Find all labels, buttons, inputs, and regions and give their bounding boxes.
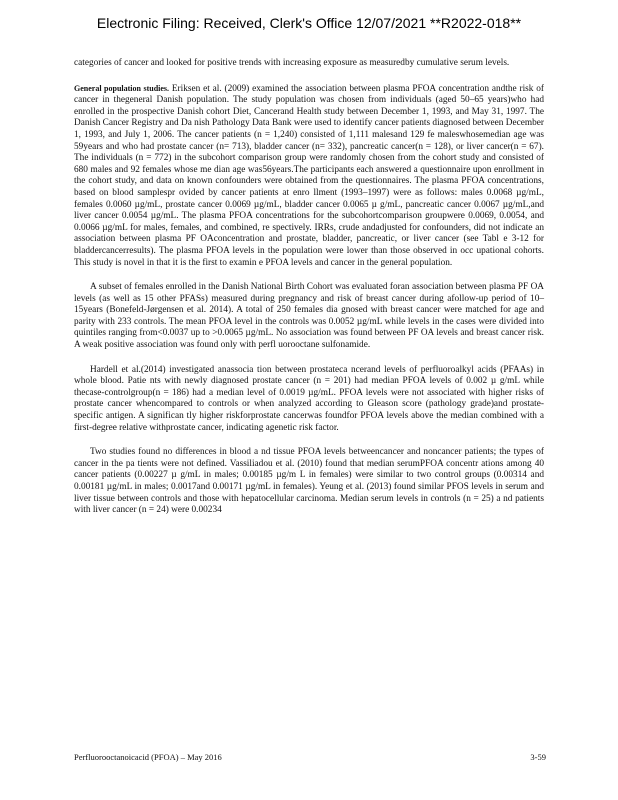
- paragraph-continuation: categories of cancer and looked for positive trends with increasing exposure as measuredby cumulative serum levels.: [74, 58, 510, 68]
- body-text: [74, 58, 544, 530]
- footer-document-title: Perfluorooctanoicacid (PFOA) – May 2016: [74, 752, 222, 762]
- section-heading: General population studies.: [74, 83, 170, 93]
- paragraph-text: Eriksen et al. (2009) examined the association between plasma PFOA concentration andthe risk of cancer in thegeneral Danish population. The study population was chosen from individuals (aged 50–65 years)who had enrolled in the prospective Danish cohort Diet, Cancerand Health study between December 1, 1993, and May 31, 1997. The Danish Cancer Registry and Da nish Pathology Data Bank were used to identify cancer patients diagnosed between December 1, 1993, and July 1, 2006. The cancer patients (n = 1,240) consisted of 1,111 malesand 129 fe maleswhosemedian age was 59years and who had prostate cancer (n= 713), bladder cancer (n= 332), pancreatic cancer(n = 128), or liver cancer(n = 67). The individuals (n = 772) in the subcohort comparison group were randomly chosen from the cohort study and consisted of 680 males and 92 females whose me dian age was56years.The participants each answered a questionnaire upon enrollment in the cohort study, and data on known confounders were obtained from the questionnaires. The plasma PFOA concentrations, based on blood samplespr ovided by cancer patients at enro llment (1993–1997) were as follows: males 0.0068 µg/mL, females 0.0060 µg/mL, prostate cancer 0.0069 µg/mL, bladder cancer 0.0065 µ g/mL, pancreatic cancer 0.0067 µg/mL,and liver cancer 0.0054 µg/mL. The plasma PFOA concentrations for the subcohortcomparison groupwere 0.0069, 0.0054, and 0.0066 µg/mL for males, females, and combined, re spectively. IRRs, crude andadjusted for confounders, did not indicate an association between plasma PF OAconcentration and prostate, bladder, pancreatic, or liver cancer (see Tabl e 3-12 for bladdercancerresults). The plasma PFOA levels in the population were lower than those observed in occ upational cohorts. This study is novel in that it is the first to examin e PFOA levels and cancer in the general population.: [74, 83, 544, 268]
- filing-header: Electronic Filing: Received, Clerk's Office 12/07/2021 **R2022-018**: [96, 15, 522, 31]
- paragraph-prostate-cancer: Hardell et al.(2014) investigated anassocia tion between prostateca ncerand levels of perfluoroalkyl acids (PFAAs) in whole blood. Patie nts with newly diagnosed prostate cancer (n = 201) had median PFOA levels of 0.002 µ g/mL while thecase-controlgroup(n = 186) had a median level of 0.0019 µg/mL. PFOA levels were not associated with higher risks of prostate cancer whencompared to controls or when analyzed according to Gleason score (pathology grade)and prostate-specific antigen. A significan tly higher riskforprostate cancerwas foundfor PFOA levels above the median combined with a first-degree relative withprostate cancer, indicating agenetic risk factor.: [74, 364, 544, 433]
- paragraph-general-population: [74, 83, 544, 270]
- page-number: 3-59: [530, 752, 546, 762]
- paragraph-breast-cancer: A subset of females enrolled in the Danish National Birth Cohort was evaluated foran association between plasma PF OA levels (as well as 15 other PFASs) measured during pregnancy and risk of breast cancer during afollow-up period of 10–15years (Bonefeld-Jørgensen et al. 2014). A total of 250 females dia gnosed with breast cancer were matched for age and parity with 233 controls. The mean PFOA level in the controls was 0.0052 µg/mL while levels in the cases were divided into quintiles ranging from<0.0037 up to >0.0065 µg/mL. No association was found between PF OA levels and breast cancer risk. A weak positive association was found only with perfl uorooctane sulfonamide.: [74, 282, 544, 351]
- paragraph-two-studies: Two studies found no differences in blood a nd tissue PFOA levels betweencancer and noncancer patients; the types of cancer in the pa tients were not defined. Vassiliadou et al. (2010) found that median serumPFOA concentr ations among 40 cancer patients (0.00227 µ g/mL in males; 0.00185 µg/m L in females) were similar to two control groups (0.00314 and 0.00181 µg/mL in males; 0.0017and 0.00171 µg/mL in females). Yeung et al. (2013) found similar PFOS levels in serum and liver tissue between controls and those with hepatocellular carcinoma. Median serum levels in controls (n = 25) a nd patients with liver cancer (n = 24) were 0.00234: [74, 447, 544, 516]
